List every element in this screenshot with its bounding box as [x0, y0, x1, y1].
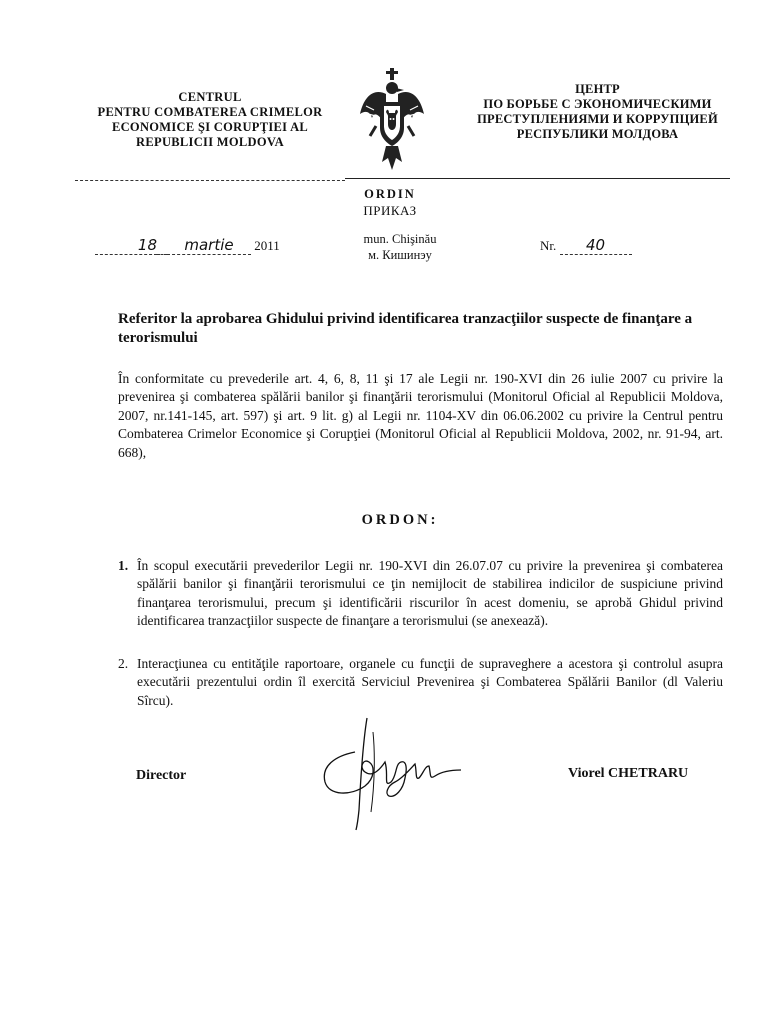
order-number — [540, 236, 650, 255]
number-label: Nr. — [540, 238, 557, 253]
order-subject: Referitor la aprobarea Ghidului privind identificarea tranzacţiilor suspecte de finanţare a terorismului — [118, 311, 693, 346]
institution-line: ПРЕСТУПЛЕНИЯМИ И КОРРУПЦИЕЙ — [477, 112, 718, 126]
order-item — [118, 557, 723, 631]
institution-name-ru — [455, 82, 740, 142]
order-title-ro: ORDIN — [364, 187, 416, 201]
place-ro: mun. Chişinău — [363, 232, 437, 246]
order-item — [118, 655, 723, 710]
order-place — [345, 231, 455, 263]
date-month: martie — [167, 236, 251, 255]
place-ru: м. Кишинэу — [368, 248, 432, 262]
institution-line: РЕСПУБЛИКИ МОЛДОВА — [516, 127, 679, 141]
date-year: 2011 — [254, 238, 280, 253]
handwritten-signature-icon — [315, 712, 475, 832]
item-text: Interacţiunea cu entităţile raportoare, organele cu funcţii de supraveghere a acestora şi controlul asupra executării prezentului ordin îl exercită Serviciul Prevenirea şi Combaterea Spălării Banilor (dl Valeriu Sîrcu). — [137, 656, 723, 708]
institution-line: ECONOMICE ŞI CORUPŢIEI AL — [111, 120, 309, 134]
institution-line: PENTRU COMBATEREA CRIMELOR — [97, 105, 323, 119]
preamble-paragraph: În conformitate cu prevederile art. 4, 6, 8, 11 şi 17 ale Legii nr. 190-XVI din 26 iulie 2007 cu privire la prevenirea şi combaterea spălării banilor şi finanţării terorismului (Monitorul Oficial al Republicii Moldova, 2007, nr.141-145, art. 597) şi art. 9 lit. g) al Legii nr. 1104-XV din 06.06.2002 cu privire la Centrul pentru Combaterea Crimelor Economice şi Corupţiei (Monitorul Oficial al Republicii Moldova, 2002, nr. 91-94, art. 668), — [118, 371, 723, 460]
institution-line: CENTRUL — [178, 90, 242, 104]
header-divider-left — [75, 180, 345, 181]
item-text: În scopul executării prevederilor Legii nr. 190-XVI din 26.07.07 cu privire la prevenirea şi combaterea spălării banilor şi finanţării terorismului ce ţin nemijlocit de stabilirea indicilor de suspiciune privind finanţarea terorismului, precum şi identificării riscurilor în acest domeniu, se aprobă Ghidul privind identificarea tranzacţiilor suspecte de finanţare a terorismului (se anexează). — [137, 558, 723, 629]
signatory-role: Director — [136, 768, 187, 783]
institution-name-ro — [80, 90, 340, 150]
moldova-coat-of-arms-icon — [356, 66, 428, 176]
ordon-heading: ORDON: — [361, 512, 439, 528]
institution-line: ЦЕНТР — [575, 82, 620, 96]
order-date — [95, 236, 307, 255]
date-day: 18 — [95, 236, 157, 255]
item-number: 2. — [118, 656, 129, 671]
institution-line: ПО БОРЬБЕ С ЭКОНОМИЧЕСКИМИ — [483, 97, 712, 111]
institution-line: REPUBLICII MOLDOVA — [136, 135, 284, 149]
signatory-name: Viorel CHETRARU — [568, 766, 689, 781]
number-value: 40 — [560, 236, 632, 255]
item-number: 1. — [118, 558, 129, 573]
order-title-ru: ПРИКАЗ — [363, 203, 417, 218]
header-divider-right — [345, 178, 730, 179]
